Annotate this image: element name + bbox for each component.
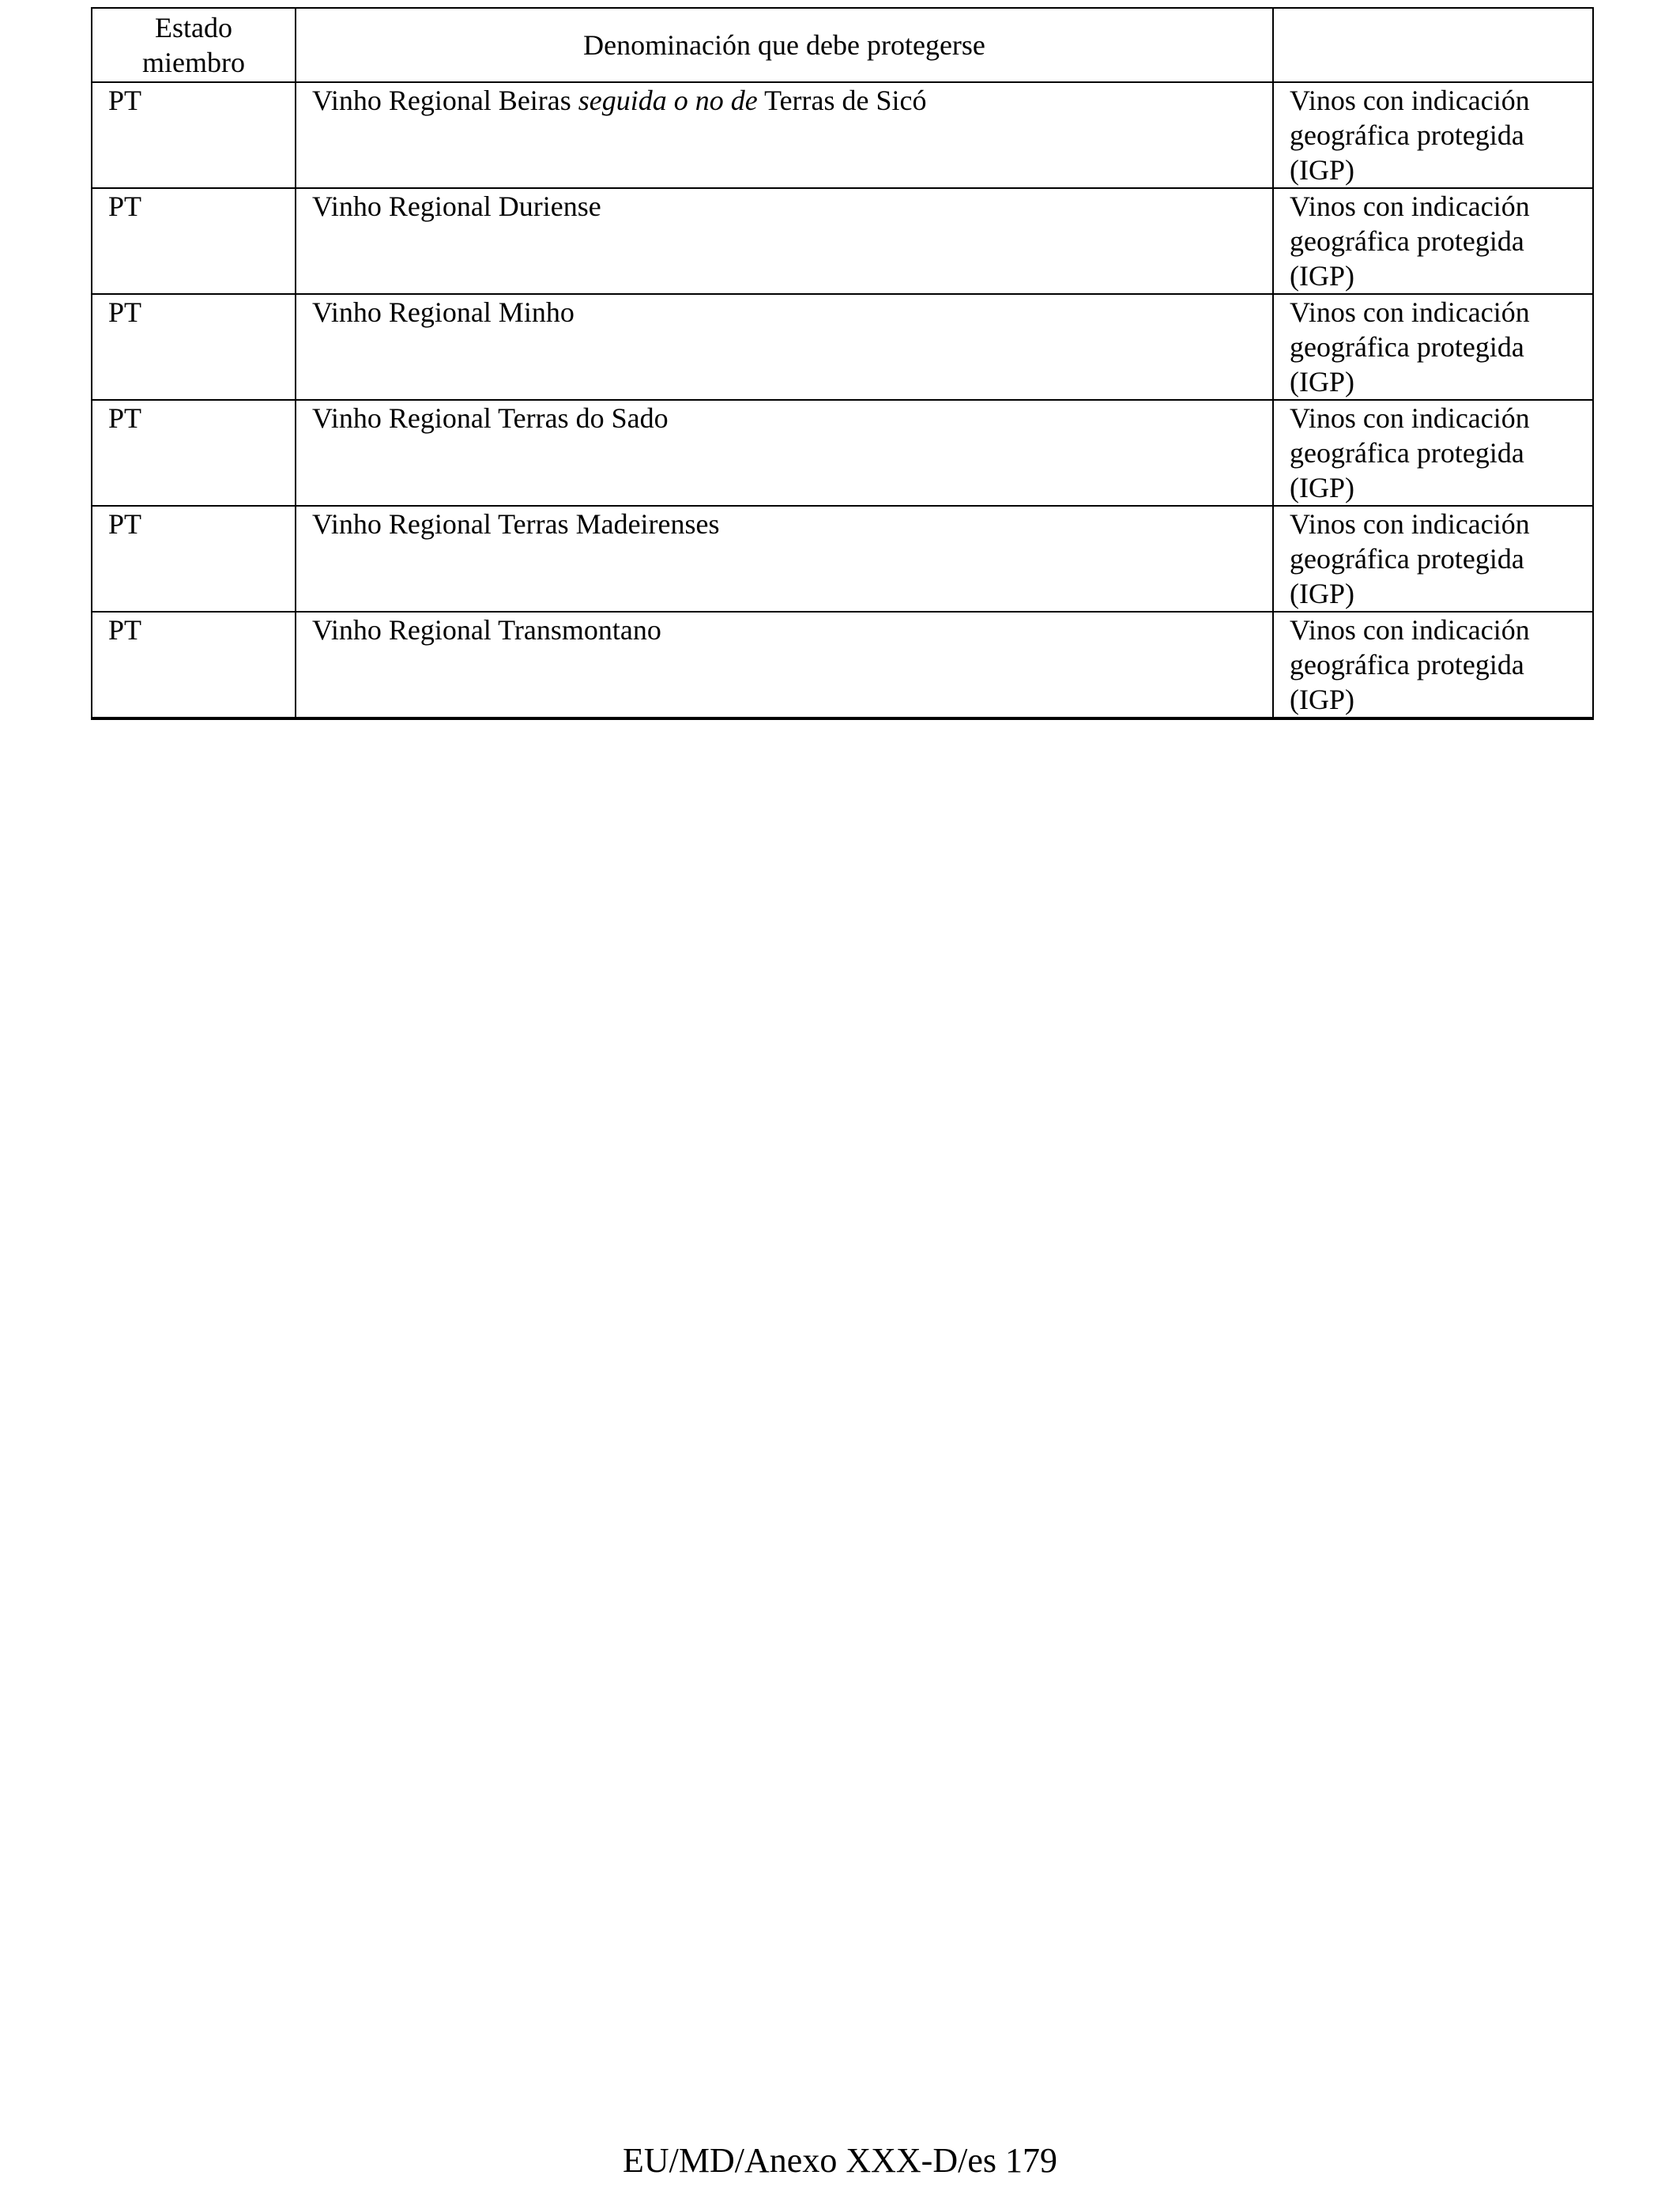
type-line: geográfica protegida — [1290, 649, 1524, 680]
type-line: geográfica protegida — [1290, 437, 1524, 469]
type-line: Vinos con indicación — [1290, 508, 1530, 540]
cell-type — [1273, 506, 1593, 612]
denomination-italic-text: seguida o no de — [578, 85, 758, 116]
type-line: Vinos con indicación — [1290, 190, 1530, 222]
cell-type — [1273, 294, 1593, 400]
header-member-state-line1: Estado — [155, 12, 232, 43]
type-line: geográfica protegida — [1290, 543, 1524, 575]
type-line: geográfica protegida — [1290, 331, 1524, 363]
header-type — [1273, 8, 1593, 82]
header-denomination: Denominación que debe protegerse — [296, 8, 1273, 82]
type-line: geográfica protegida — [1290, 225, 1524, 257]
type-line: (IGP) — [1290, 578, 1354, 609]
type-line: (IGP) — [1290, 472, 1354, 503]
type-line: Vinos con indicación — [1290, 296, 1530, 328]
header-member-state-line2: miembro — [142, 47, 245, 78]
denomination-text: Vinho Regional Beiras — [312, 85, 578, 116]
table-header-row — [92, 8, 1593, 82]
cell-denomination: Vinho Regional Terras Madeirenses — [296, 506, 1273, 612]
page-footer-reference: EU/MD/Anexo XXX-D/es 179 — [623, 2141, 1057, 2180]
table-row — [92, 82, 1593, 188]
cell-member-state: PT — [92, 612, 296, 718]
type-line: (IGP) — [1290, 366, 1354, 398]
cell-type — [1273, 188, 1593, 294]
cell-denomination: Vinho Regional Transmontano — [296, 612, 1273, 718]
cell-denomination — [296, 82, 1273, 188]
protected-names-table — [91, 7, 1594, 720]
cell-member-state: PT — [92, 400, 296, 506]
table-row — [92, 612, 1593, 718]
cell-type — [1273, 82, 1593, 188]
cell-denomination: Vinho Regional Terras do Sado — [296, 400, 1273, 506]
type-line: Vinos con indicación — [1290, 402, 1530, 434]
table-row — [92, 188, 1593, 294]
table-row — [92, 506, 1593, 612]
cell-denomination: Vinho Regional Minho — [296, 294, 1273, 400]
type-line: (IGP) — [1290, 684, 1354, 715]
table-row — [92, 294, 1593, 400]
header-member-state — [92, 8, 296, 82]
table-header — [92, 8, 1593, 82]
cell-type — [1273, 400, 1593, 506]
cell-member-state: PT — [92, 506, 296, 612]
table-row — [92, 400, 1593, 506]
cell-member-state: PT — [92, 82, 296, 188]
table-body — [92, 82, 1593, 718]
cell-type — [1273, 612, 1593, 718]
denomination-text: Terras de Sicó — [757, 85, 927, 116]
type-line: (IGP) — [1290, 154, 1354, 186]
type-line: Vinos con indicación — [1290, 614, 1530, 646]
cell-denomination: Vinho Regional Duriense — [296, 188, 1273, 294]
cell-member-state: PT — [92, 294, 296, 400]
type-line: geográfica protegida — [1290, 119, 1524, 151]
type-line: (IGP) — [1290, 260, 1354, 292]
type-line: Vinos con indicación — [1290, 85, 1530, 116]
cell-member-state: PT — [92, 188, 296, 294]
